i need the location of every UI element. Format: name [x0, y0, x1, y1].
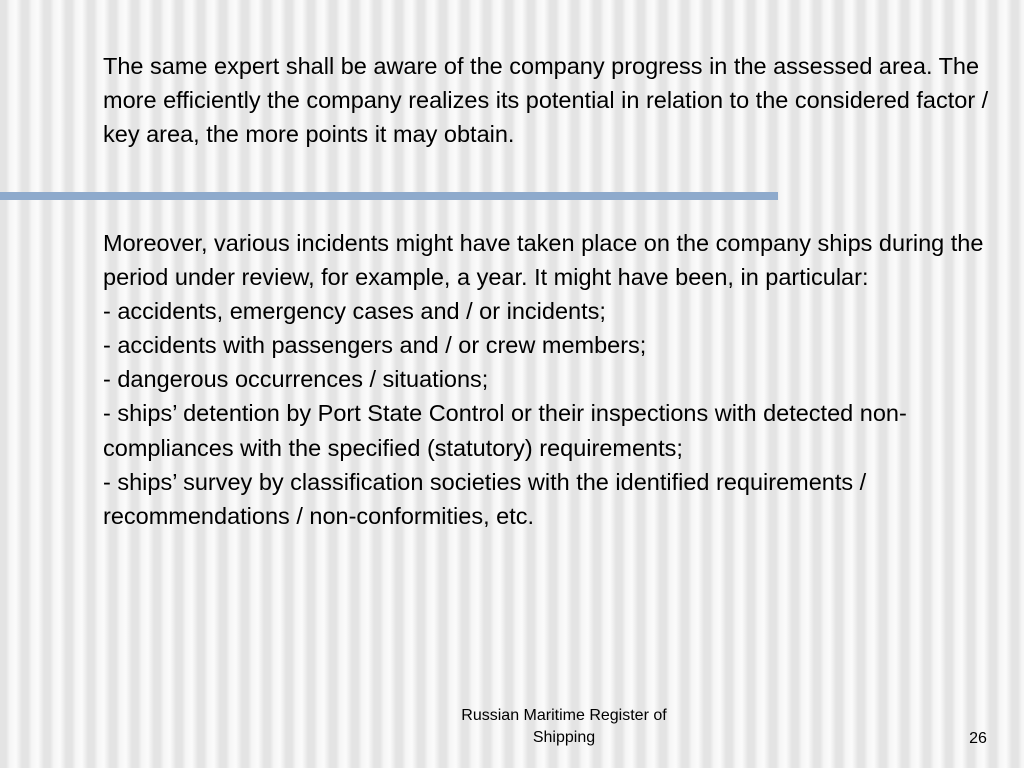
incident-item-dangerous-occurrences: - dangerous occurrences / situations;: [103, 366, 489, 393]
incident-item-port-state-control: - ships’ detention by Port State Control or their inspections with detected non-compliances with the specified (statutory) requirements;: [103, 400, 907, 461]
footer-source-line-2: Shipping: [532, 729, 596, 746]
footer-source: [414, 705, 714, 749]
incident-item-classification-survey: - ships’ survey by classification societies with the identified requirements / recommendations / non-conformities, etc.: [103, 468, 867, 529]
page-number: 26: [969, 730, 987, 747]
paragraph-1-text: The same expert shall be aware of the company progress in the assessed area. The more efficiently the company realizes its potential in relation to the considered factor / key area, the more points it may obtain.: [103, 53, 989, 148]
paragraph-2-intro: Moreover, various incidents might have taken place on the company ships during the period under review, for example, a year. It might have been, in particular:: [103, 230, 984, 291]
divider-bar: [0, 192, 778, 200]
incident-item-accidents: - accidents, emergency cases and / or incidents;: [103, 298, 606, 325]
paragraph-expert-assessment: [103, 49, 1015, 151]
paragraph-incidents: [103, 226, 1018, 533]
incident-item-passengers-crew: - accidents with passengers and / or crew members;: [103, 332, 647, 359]
footer-source-line-1: Russian Maritime Register of: [461, 707, 667, 724]
